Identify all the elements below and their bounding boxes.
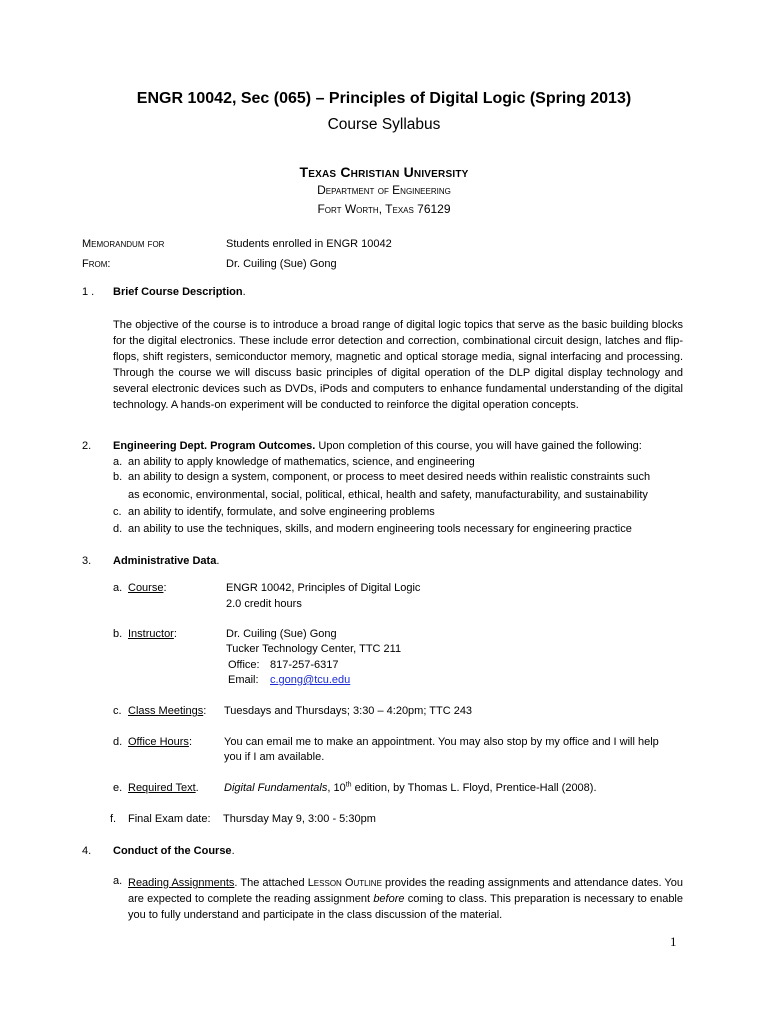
page-number: 1 xyxy=(670,934,677,949)
outcome-d-text: an ability to use the techniques, skills, and modern engineering tools necessary for engineering practice xyxy=(128,523,632,535)
meetings-label-line: Class Meetings: xyxy=(128,705,207,717)
admin-f-letter: f. xyxy=(110,813,117,825)
instructor-label-line: Instructor: xyxy=(128,628,177,640)
office-phone-label: Office: xyxy=(228,659,260,671)
department-name: Department of Engineering xyxy=(317,183,451,197)
section-3-heading-end: . xyxy=(216,555,220,567)
office-hours-line-1: You can email me to make an appointment. You may also stop by my office and I will help xyxy=(224,736,659,748)
office-hours-line-2: you if I am available. xyxy=(224,751,325,763)
reading-assignments-label: Reading Assignments xyxy=(128,877,235,889)
university-location: Fort Worth, Texas 76129 xyxy=(317,202,451,216)
outcome-b-continued: as economic, environmental, social, political, ethical, health and safety, manufacturability, and sustainability xyxy=(128,489,648,501)
document-subtitle: Course Syllabus xyxy=(327,116,441,133)
reading-text-part-2: provides the reading assignments and attendance dates. You are expected to complete the reading assignment xyxy=(128,877,683,905)
lesson-outline-term: Lesson Outline xyxy=(307,877,382,889)
course-description: The objective of the course is to introduce a broad range of digital logic topics that serve as the basic building blocks for the digital electronics. These include error detection and correction, combinational circuit design, latches and flip-flops, shift registers, semiconductor memory, magnetic and optical storage media, signal interfacing and processing. Through the course we will discuss basic principles of digital operation of the DLP digital display technology and several electronic devices such as DVDs, iPods and computers to enhance fundamental understanding of the digital technology. A hands-on experiment will be conducted to reinforce the digital operation concepts. xyxy=(113,319,683,411)
section-4-heading-line xyxy=(113,845,235,857)
reading-assignments-paragraph xyxy=(128,875,683,923)
email-label: Email: xyxy=(228,674,259,686)
outcome-c-letter: c. xyxy=(113,506,122,518)
textbook-title: Digital Fundamentals xyxy=(224,782,328,794)
outcome-b-letter: b. xyxy=(113,471,123,483)
required-text-label-line: Required Text. xyxy=(128,782,199,794)
university-name: Texas Christian University xyxy=(299,164,469,180)
admin-b-letter: b. xyxy=(113,628,123,640)
section-4-heading: Conduct of the Course xyxy=(113,845,232,857)
section-4-number: 4. xyxy=(82,845,92,857)
textbook-edition-number: , 10 xyxy=(327,782,346,794)
instructor-email-link[interactable]: c.gong@tcu.edu xyxy=(270,674,351,686)
textbook-edition-suffix: th xyxy=(345,781,352,789)
admin-d-letter: d. xyxy=(113,736,123,748)
memo-for-value: Students enrolled in ENGR 10042 xyxy=(226,238,392,250)
outcome-b-text: an ability to design a system, component, or process to meet desired needs within realistic constraints such xyxy=(128,471,651,483)
section-2-heading: Engineering Dept. Program Outcomes. xyxy=(113,440,316,452)
section-2-heading-line xyxy=(113,440,642,452)
course-credit-hours: 2.0 credit hours xyxy=(226,598,302,610)
memo-from-value: Dr. Cuiling (Sue) Gong xyxy=(226,258,337,270)
memo-for-label: Memorandum for xyxy=(82,238,165,250)
course-value: ENGR 10042, Principles of Digital Logic xyxy=(226,582,421,594)
outcome-d-letter: d. xyxy=(113,523,123,535)
required-text-label: Required Text xyxy=(128,782,196,794)
outcome-a-letter: a. xyxy=(113,456,123,468)
course-label-line: Course: xyxy=(128,582,167,594)
meetings-value: Tuesdays and Thursdays; 3:30 – 4:20pm; TTC 243 xyxy=(224,705,473,717)
final-exam-label: Final Exam date: xyxy=(128,813,211,825)
instructor-name: Dr. Cuiling (Sue) Gong xyxy=(226,628,337,640)
admin-e-letter: e. xyxy=(113,782,123,794)
section-3-number: 3. xyxy=(82,555,92,567)
admin-a-letter: a. xyxy=(113,582,123,594)
admin-c-letter: c. xyxy=(113,705,122,717)
reading-text-part-1: . The attached xyxy=(234,877,308,889)
section-2-intro: Upon completion of this course, you will have gained the following: xyxy=(318,440,642,452)
instructor-label: Instructor xyxy=(128,628,174,640)
section-1-heading-end: . xyxy=(242,286,246,298)
final-exam-value: Thursday May 9, 3:00 - 5:30pm xyxy=(223,813,376,825)
section-1-heading-line xyxy=(113,286,246,298)
office-phone-value: 817-257-6317 xyxy=(270,659,339,671)
section-1-number: 1 . xyxy=(82,286,95,298)
required-text-value xyxy=(224,782,597,794)
section-2-number: 2. xyxy=(82,440,92,452)
section-3-heading-line xyxy=(113,555,219,567)
office-hours-label-line: Office Hours: xyxy=(128,736,192,748)
meetings-label: Class Meetings xyxy=(128,705,204,717)
office-hours-label: Office Hours xyxy=(128,736,189,748)
memo-from-label: From: xyxy=(82,258,111,270)
textbook-details: edition, by Thomas L. Floyd, Prentice-Hall (2008). xyxy=(351,782,597,794)
outcome-a-text: an ability to apply knowledge of mathematics, science, and engineering xyxy=(128,456,475,468)
conduct-a-letter: a. xyxy=(113,875,123,887)
course-label: Course xyxy=(128,582,164,594)
reading-text-part-3: coming to class. This preparation is necessary to enable you to fully understand and participate in the class discussion of the material. xyxy=(128,893,683,921)
section-4-heading-end: . xyxy=(231,845,235,857)
outcome-c-text: an ability to identify, formulate, and solve engineering problems xyxy=(128,506,435,518)
document-title: ENGR 10042, Sec (065) – Principles of Digital Logic (Spring 2013) xyxy=(136,90,632,107)
before-emphasis: before xyxy=(373,893,405,905)
instructor-location: Tucker Technology Center, TTC 211 xyxy=(226,643,402,655)
section-3-heading: Administrative Data xyxy=(113,555,217,567)
section-1-heading: Brief Course Description xyxy=(113,286,243,298)
